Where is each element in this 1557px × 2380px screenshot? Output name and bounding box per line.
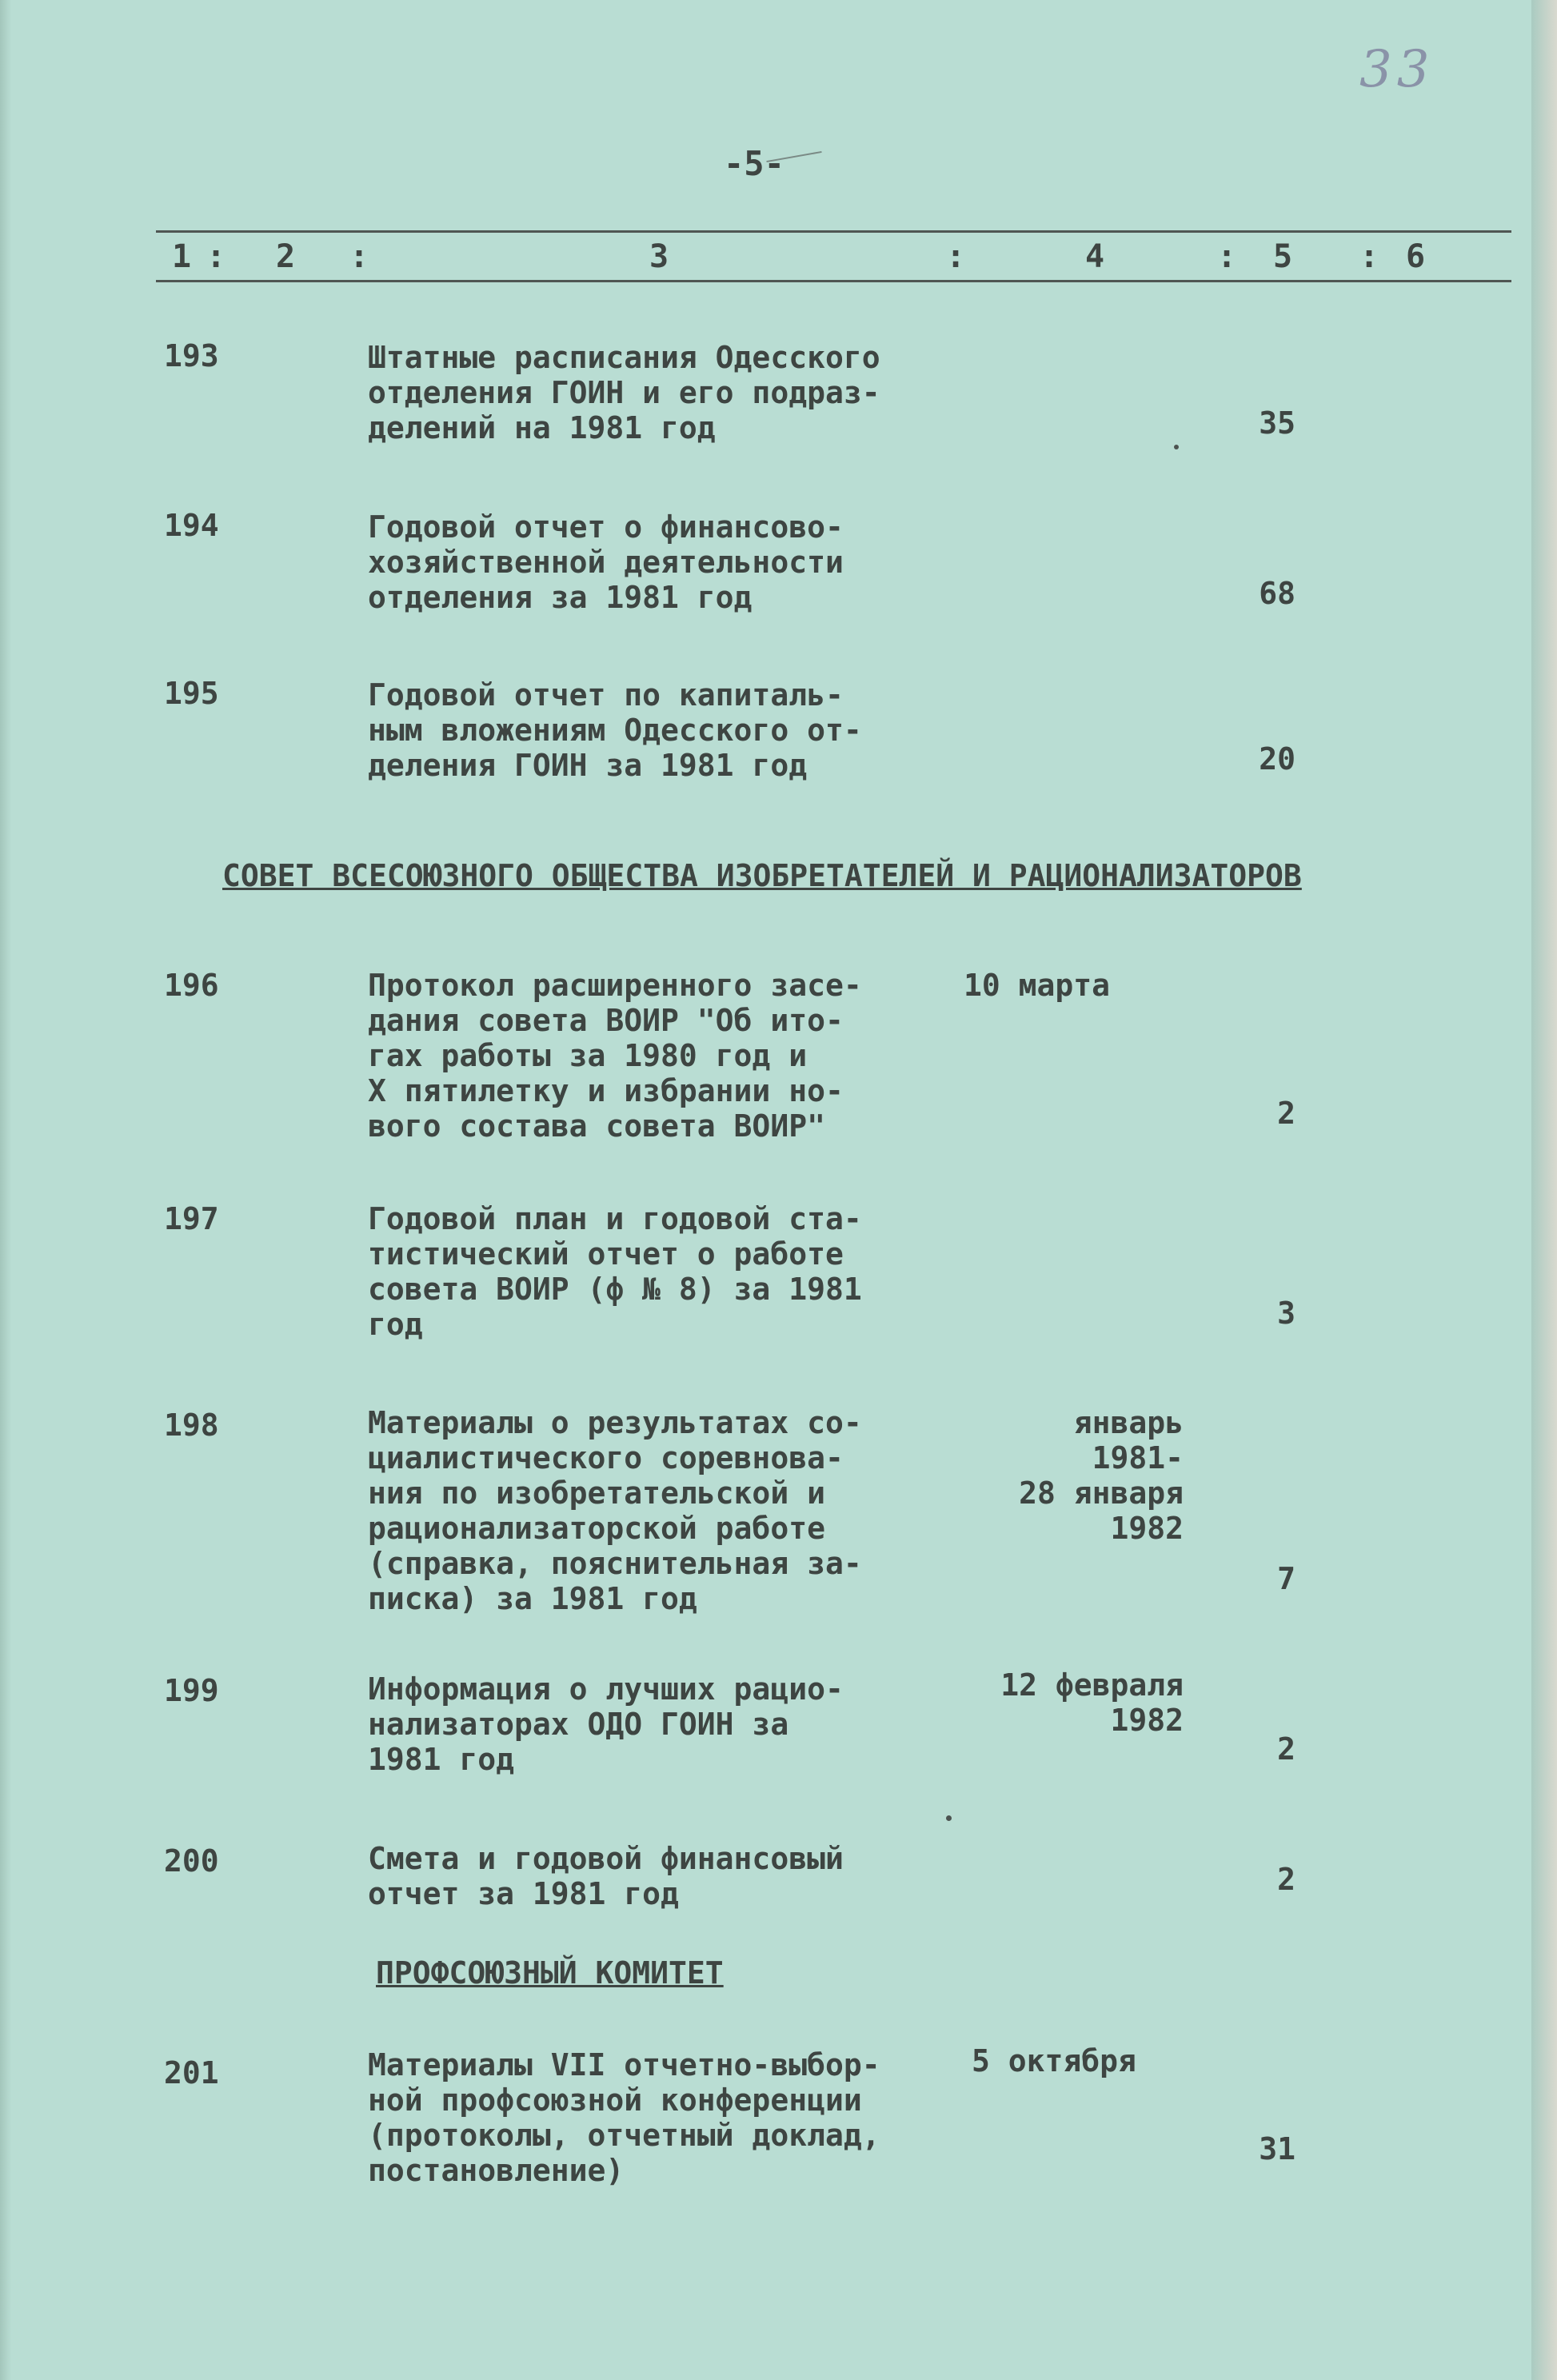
row-title: Годовой отчет по капиталь- ным вложениям Одесского от- деления ГОИН за 1981 год <box>368 677 862 783</box>
row-date: 5 октября <box>972 2043 1136 2079</box>
row-title: Годовой отчет о финансово- хозяйственной деятельности отделения за 1981 год <box>368 509 844 615</box>
row-sheets: 2 <box>1277 1862 1296 1897</box>
header-separator: : <box>946 238 966 275</box>
row-number: 196 <box>164 968 219 1003</box>
row-title: Информация о лучших рацио- нализаторах ОДО ГОИН за 1981 год <box>368 1671 844 1777</box>
ink-speck <box>1174 445 1179 449</box>
header-col-1: 1 <box>172 238 192 275</box>
header-rule-top <box>156 230 1511 233</box>
row-number: 195 <box>164 676 219 711</box>
row-sheets: 2 <box>1277 1096 1296 1131</box>
row-date: 10 марта <box>964 968 1111 1003</box>
row-number: 199 <box>164 1673 219 1708</box>
row-sheets: 7 <box>1277 1561 1296 1596</box>
header-separator: : <box>349 238 369 275</box>
row-sheets: 2 <box>1277 1731 1296 1767</box>
paper-right-edge <box>1531 0 1557 2380</box>
header-separator: : <box>206 238 226 275</box>
row-title: Годовой план и годовой ста- тистический отчет о работе совета ВОИР (ф № 8) за 1981 год <box>368 1201 862 1342</box>
row-title: Материалы о результатах со- циалистического соревнова- ния по изобретательской и рационализаторской работе (справка, пояснительная за- писка) за 1981 год <box>368 1405 862 1616</box>
row-sheets: 35 <box>1259 405 1296 441</box>
row-title: Материалы VII отчетно-выбор- ной профсоюзной конференции (протоколы, отчетный доклад, постановление) <box>368 2047 880 2188</box>
header-rule-bottom <box>156 280 1511 282</box>
ink-speck <box>946 1815 952 1821</box>
row-title: Протокол расширенного засе- дания совета ВОИР "Об ито- гах работы за 1980 год и X пятилетку и избрании но- вого состава совета ВОИР" <box>368 968 862 1144</box>
section-heading-profkom: ПРОФСОЮЗНЫЙ КОМИТЕТ <box>376 1955 724 1991</box>
paper-left-edge <box>0 0 11 2380</box>
row-title: Штатные расписания Одесского отделения ГОИН и его подраз- делений на 1981 год <box>368 340 880 445</box>
row-date: январь 1981- 28 января 1982 <box>1019 1405 1184 1546</box>
row-number: 193 <box>164 338 219 373</box>
handwritten-sheet-number: 33 <box>1359 40 1435 99</box>
header-col-2: 2 <box>276 238 296 275</box>
header-separator: : <box>1217 238 1237 275</box>
row-sheets: 20 <box>1259 741 1296 777</box>
row-sheets: 31 <box>1259 2131 1296 2166</box>
header-col-6: 6 <box>1406 238 1426 275</box>
section-heading-voir: СОВЕТ ВСЕСОЮЗНОГО ОБЩЕСТВА ИЗОБРЕТАТЕЛЕЙ И РАЦИОНАЛИЗАТОРОВ <box>222 858 1302 893</box>
row-number: 201 <box>164 2055 219 2090</box>
row-sheets: 68 <box>1259 576 1296 611</box>
header-col-4: 4 <box>1085 238 1105 275</box>
header-separator: : <box>1359 238 1379 275</box>
header-col-3: 3 <box>649 238 669 275</box>
row-number: 197 <box>164 1201 219 1236</box>
row-title: Смета и годовой финансовый отчет за 1981 год <box>368 1841 844 1911</box>
page-number: -5- <box>724 144 784 183</box>
header-col-5: 5 <box>1273 238 1293 275</box>
row-sheets: 3 <box>1277 1296 1296 1331</box>
row-date: 12 февраля 1982 <box>1000 1667 1184 1738</box>
row-number: 194 <box>164 508 219 543</box>
row-number: 200 <box>164 1843 219 1879</box>
row-number: 198 <box>164 1408 219 1443</box>
